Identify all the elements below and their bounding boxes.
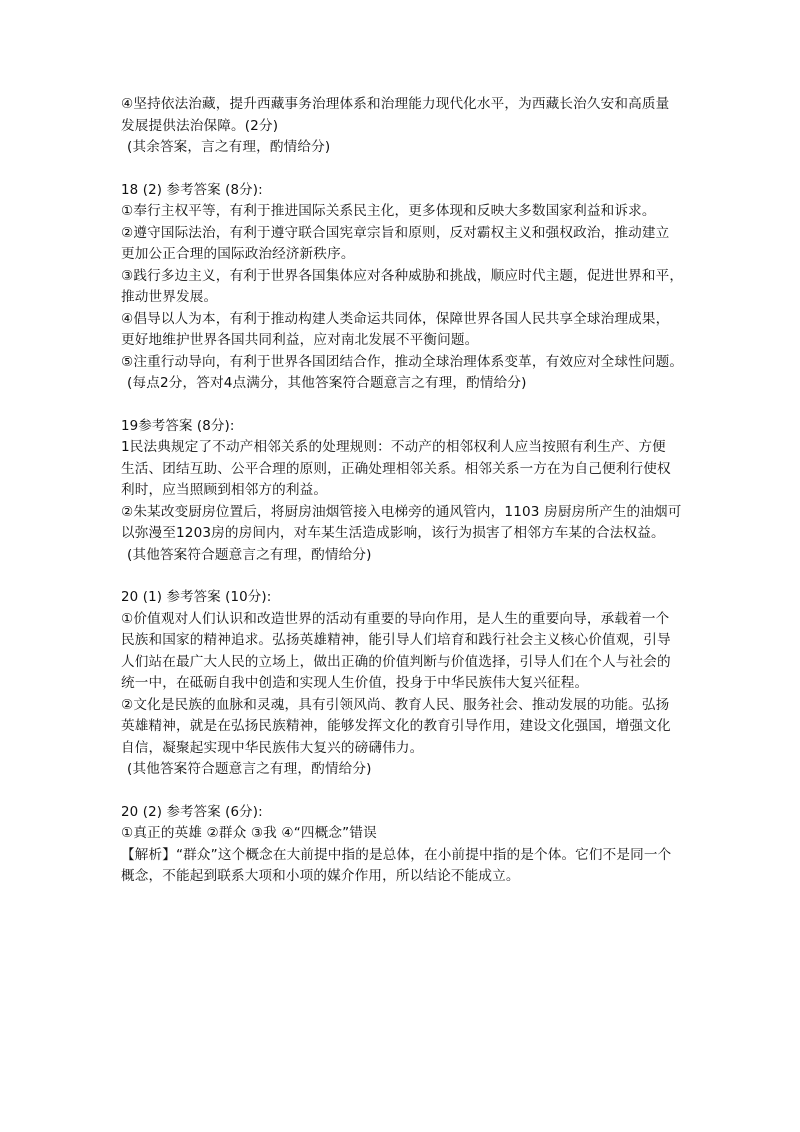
section-gap bbox=[121, 395, 691, 416]
section-gap bbox=[121, 159, 691, 180]
answer-text-line: ④坚持依法治藏，提升西藏事务治理体系和治理能力现代化水平，为西藏长治久安和高质量 bbox=[121, 96, 670, 112]
answer-text-line: 更加公正合理的国际政治经济新秩序。 bbox=[121, 246, 355, 262]
answer-text-line: ②遵守国际法治，有利于遵守联合国宪章宗旨和原则，反对霸权主义和强权政治，推动建立 bbox=[121, 224, 670, 241]
answer-text-line: 推动世界发展。 bbox=[121, 289, 218, 305]
answer-text-line: ⑤注重行动导向，有利于世界各国团结合作，推动全球治理体系变革，有效应对全球性问题。 bbox=[121, 353, 684, 370]
answer-text-line: 1民法典规定了不动产相邻关系的处理规则：不动产的相邻权利人应当按照有利生产、方便 bbox=[121, 439, 666, 455]
analysis-text-line: 【解析】“群众”这个概念在大前提中指的是总体，在小前提中指的是个体。它们不是同一个 bbox=[121, 846, 672, 863]
section-heading: 18 (2) 参考答案 (8分): bbox=[121, 182, 263, 198]
answer-block-17 bbox=[121, 94, 691, 159]
answer-text-line: ②文化是民族的血脉和灵魂，具有引领风尚、教育人民、服务社会、推动发展的功能。弘扬 bbox=[121, 696, 670, 713]
answer-text-line: 发展提供法治保障。(2分) bbox=[121, 117, 279, 134]
scoring-note: (其他答案符合题意言之有理，酌情给分) bbox=[127, 761, 372, 777]
answer-text-line: ①奉行主权平等，有利于推进国际关系民主化，更多体现和反映大多数国家利益和诉求。 bbox=[121, 203, 656, 219]
scoring-note: (每点2分，答对4点满分，其他答案符合题意言之有理，酌情给分) bbox=[127, 375, 527, 391]
answer-text-line: 利时，应当照顾到相邻方的利益。 bbox=[121, 482, 328, 498]
answer-text-line: 民族和国家的精神追求。弘扬英雄精神，能引导人们培育和践行社会主义核心价值观，引导 bbox=[121, 632, 671, 648]
section-heading: 19参考答案 (8分): bbox=[121, 418, 235, 434]
scoring-note: (其他答案符合题意言之有理，酌情给分) bbox=[127, 546, 372, 563]
answer-text-line: 生活、团结互助、公平合理的原则，正确处理相邻关系。相邻关系一方在为自己便利行使权 bbox=[121, 460, 671, 477]
answer-content bbox=[121, 94, 691, 888]
answer-text-line: 更好地维护世界各国共同利益，应对南北发展不平衡问题。 bbox=[121, 332, 479, 348]
answer-text-line: ①真正的英雄 ②群众 ③我 ④“四概念”错误 bbox=[121, 825, 377, 841]
scoring-note: (其余答案，言之有理，酌情给分) bbox=[127, 139, 331, 155]
analysis-text-line: 概念，不能起到联系大项和小项的媒介作用，所以结论不能成立。 bbox=[121, 868, 520, 884]
answer-text-line: 英雄精神，就是在弘扬民族精神，能够发挥文化的教育引导作用，建设文化强国，增强文化 bbox=[121, 718, 671, 734]
answer-text-line: 以弥漫至1203房的房间内，对车某生活造成影响，该行为损害了相邻方车某的合法权益。 bbox=[121, 525, 665, 541]
answer-block-20-2 bbox=[121, 802, 691, 888]
answer-block-19 bbox=[121, 416, 691, 567]
answer-block-18-2 bbox=[121, 180, 691, 395]
answer-block-20-1 bbox=[121, 587, 691, 781]
answer-text-line: ②朱某改变厨房位置后，将厨房油烟管接入电梯旁的通风管内，1103 房厨房所产生的油烟可 bbox=[121, 503, 682, 520]
answer-text-line: ④倡导以人为本，有利于推动构建人类命运共同体，保障世界各国人民共享全球治理成果， bbox=[121, 310, 670, 327]
section-heading: 20 (1) 参考答案 (10分): bbox=[121, 590, 272, 605]
section-heading: 20 (2) 参考答案 (6分): bbox=[121, 804, 263, 820]
section-gap bbox=[121, 566, 691, 587]
answer-text-line: 自信，凝聚起实现中华民族伟大复兴的磅礴伟力。 bbox=[121, 739, 424, 756]
answer-text-line: 统一中，在砥砺自我中创造和实现人生价值，投身于中华民族伟大复兴征程。 bbox=[121, 675, 589, 691]
answer-text-line: ③践行多边主义，有利于世界各国集体应对各种威胁和挑战，顺应时代主题，促进世界和平， bbox=[121, 267, 684, 284]
section-gap bbox=[121, 781, 691, 802]
answer-text-line: 人们站在最广大人民的立场上，做出正确的价值判断与价值选择，引导人们在个人与社会的 bbox=[121, 653, 671, 670]
answer-text-line: ①价值观对人们认识和改造世界的活动有重要的导向作用，是人生的重要向导，承载着一个 bbox=[121, 610, 670, 627]
